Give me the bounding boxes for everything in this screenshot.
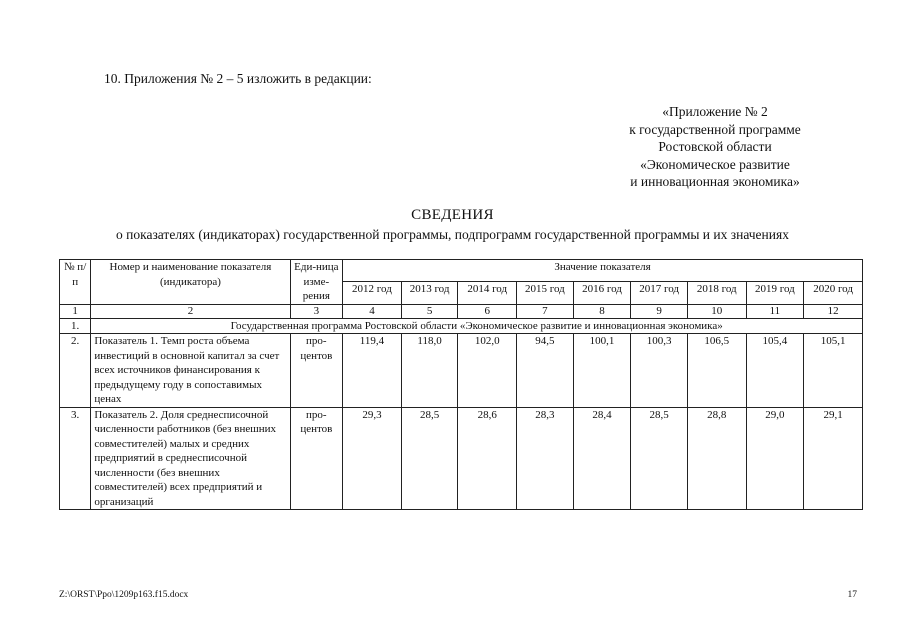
appendix-line: и инновационная экономика» [630,174,800,189]
row-value: 28,3 [517,407,574,510]
row-value: 29,3 [343,407,402,510]
row-unit: про-центов [290,407,343,510]
header-values-group: Значение показателя [343,260,863,282]
row-value: 28,5 [401,407,458,510]
appendix-line: «Экономическое развитие [640,156,790,172]
row-value: 28,4 [573,407,631,510]
row-value: 102,0 [458,334,517,408]
footer-file-path: Z:\ORST\Ppo\1209p163.f15.docx [59,590,189,600]
row-value: 105,1 [804,334,863,408]
column-number: 12 [804,304,863,318]
section-num: 1. [60,318,91,334]
row-value: 94,5 [517,334,574,408]
appendix-header [585,103,845,191]
row-value: 100,1 [573,334,631,408]
row-value: 28,5 [631,407,688,510]
column-number: 2 [91,304,290,318]
column-number: 11 [746,304,804,318]
column-number: 1 [60,304,91,318]
appendix-line: к государственной программе [629,121,801,137]
row-value: 28,8 [687,407,746,510]
page-number: 17 [847,590,857,600]
column-number: 9 [631,304,688,318]
row-indicator-name: Показатель 1. Темп роста объема инвестиций в основной капитал за счет всех источников финансирования к предыдущему году в сопоставимых ценах [91,334,290,408]
column-numbers-row [60,304,863,318]
column-number: 3 [290,304,343,318]
row-value: 29,1 [804,407,863,510]
row-indicator-name: Показатель 2. Доля среднесписочной численности работников (без внешних совместителей) малых и средних предприятий в среднесписочной численности (без внешних совместителей) всех предприятий и организаций [91,407,290,510]
column-number: 10 [687,304,746,318]
row-value: 105,4 [746,334,804,408]
intro-text: 10. Приложения № 2 – 5 изложить в редакции: [104,71,372,86]
indicators-table [59,259,863,510]
header-num: № п/п [60,260,91,305]
row-value: 106,5 [687,334,746,408]
header-year: 2017 год [631,282,688,304]
section-title: Государственная программа Ростовской области «Экономическое развитие и инновационная экономика» [91,318,863,334]
column-number: 7 [517,304,574,318]
table-row [60,407,863,510]
header-row [60,260,863,282]
row-unit: про-центов [290,334,343,408]
column-number: 5 [401,304,458,318]
row-value: 28,6 [458,407,517,510]
table-row [60,334,863,408]
row-num: 2. [60,334,91,408]
row-value: 119,4 [343,334,402,408]
row-num: 3. [60,407,91,510]
appendix-line: Ростовской области [658,139,772,154]
header-year: 2012 год [343,282,402,304]
appendix-line: «Приложение № 2 [662,104,768,119]
header-name: Номер и наименование показателя (индикатора) [91,260,290,305]
section-row [60,318,863,334]
header-year: 2014 год [458,282,517,304]
row-value: 100,3 [631,334,688,408]
row-value: 29,0 [746,407,804,510]
header-year: 2019 год [746,282,804,304]
header-unit: Еди-ница изме-рения [290,260,343,305]
document-subtitle: о показателях (индикаторах) государственной программы, подпрограмм государственной программы и их значениях [116,227,789,242]
header-year: 2018 год [687,282,746,304]
header-year: 2013 год [401,282,458,304]
row-value: 118,0 [401,334,458,408]
header-year: 2015 год [517,282,574,304]
column-number: 8 [573,304,631,318]
header-year: 2016 год [573,282,631,304]
header-year: 2020 год [804,282,863,304]
column-number: 6 [458,304,517,318]
document-title: СВЕДЕНИЯ [411,207,494,223]
column-number: 4 [343,304,402,318]
